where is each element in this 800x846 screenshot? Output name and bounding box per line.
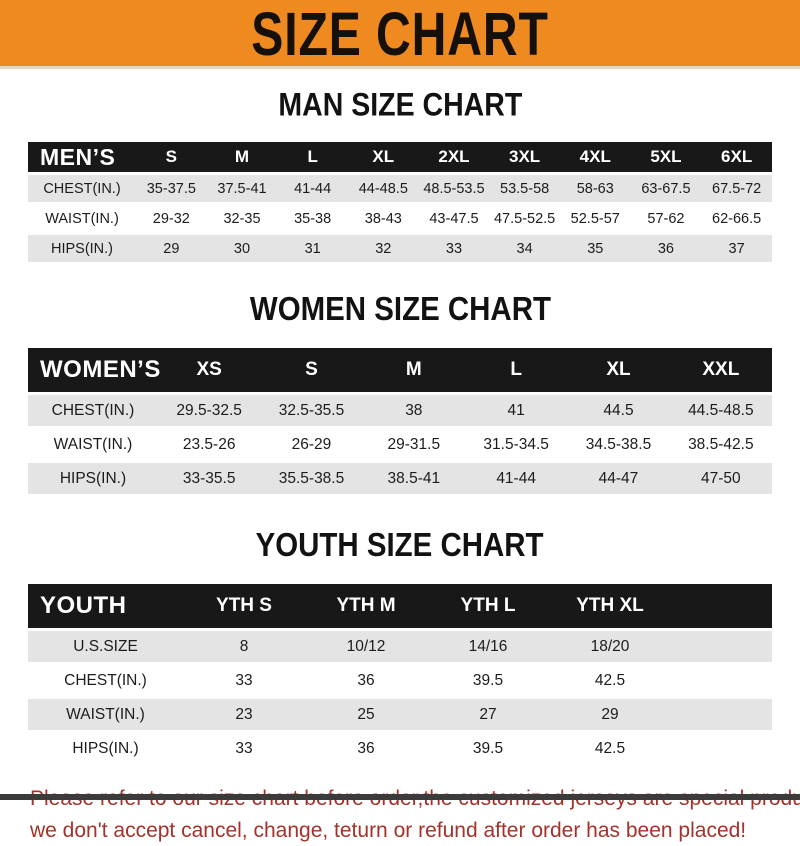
row-label: HIPS(IN.) [28,733,183,764]
men-col-header: 4XL [560,142,631,172]
row-label: CHEST(IN.) [28,665,183,696]
size-chart-banner [0,0,800,69]
size-cell: 35-38 [277,205,348,232]
youth-header-row [28,584,772,628]
size-cell: 37 [701,235,772,262]
size-cell: 10/12 [305,631,427,662]
row-label: U.S.SIZE [28,631,183,662]
women-table-title: WOMEN’S [28,348,158,392]
empty-cell [671,733,772,764]
size-cell: 18/20 [549,631,671,662]
men-col-header: 3XL [489,142,560,172]
size-cell: 33 [183,665,305,696]
row-label: WAIST(IN.) [28,205,136,232]
women-header-row [28,348,772,392]
size-cell: 33-35.5 [158,463,260,494]
size-cell: 32-35 [207,205,278,232]
men-col-header: XL [348,142,419,172]
women-col-header: XXL [670,348,772,392]
size-cell: 57-62 [631,205,702,232]
women-section-heading [0,291,800,327]
women-col-header: XL [567,348,669,392]
women-size-table [28,345,772,497]
size-cell: 35.5-38.5 [260,463,362,494]
youth-row-chest [28,665,772,696]
size-cell: 39.5 [427,665,549,696]
women-row-hips [28,463,772,494]
size-cell: 35 [560,235,631,262]
bottom-edge-bar [0,794,800,800]
size-cell: 32 [348,235,419,262]
women-col-header: XS [158,348,260,392]
men-row-chest [28,175,772,202]
size-cell: 33 [183,733,305,764]
row-label: WAIST(IN.) [28,429,158,460]
youth-section-heading-text: YOUTH SIZE CHART [256,526,544,565]
size-cell: 27 [427,699,549,730]
size-cell: 29.5-32.5 [158,395,260,426]
size-cell: 23 [183,699,305,730]
size-cell: 29-31.5 [363,429,465,460]
size-cell: 29 [549,699,671,730]
size-cell: 14/16 [427,631,549,662]
youth-section-heading [0,527,800,563]
row-label: HIPS(IN.) [28,235,136,262]
size-cell: 38.5-41 [363,463,465,494]
youth-row-ussize [28,631,772,662]
row-label: HIPS(IN.) [28,463,158,494]
youth-size-table [28,581,772,767]
banner-title: SIZE CHART [251,0,549,69]
size-cell: 36 [631,235,702,262]
men-col-header: 6XL [701,142,772,172]
men-row-waist [28,205,772,232]
size-cell: 38-43 [348,205,419,232]
youth-col-header: YTH M [305,584,427,628]
size-cell: 23.5-26 [158,429,260,460]
women-col-header: S [260,348,362,392]
empty-cell [671,699,772,730]
size-cell: 25 [305,699,427,730]
men-col-header: 2XL [419,142,490,172]
men-col-header: 5XL [631,142,702,172]
size-cell: 67.5-72 [701,175,772,202]
size-cell: 44.5 [567,395,669,426]
youth-row-hips [28,733,772,764]
size-cell: 31 [277,235,348,262]
men-header-row [28,142,772,172]
size-cell: 41-44 [277,175,348,202]
women-col-header: L [465,348,567,392]
youth-col-header: YTH XL [549,584,671,628]
women-section-heading-text: WOMEN SIZE CHART [249,290,550,329]
empty-cell [671,631,772,662]
size-cell: 36 [305,665,427,696]
size-cell: 8 [183,631,305,662]
size-cell: 35-37.5 [136,175,207,202]
size-cell: 41-44 [465,463,567,494]
size-cell: 41 [465,395,567,426]
youth-col-header: YTH S [183,584,305,628]
size-cell: 44.5-48.5 [670,395,772,426]
size-cell: 47.5-52.5 [489,205,560,232]
size-cell: 26-29 [260,429,362,460]
size-cell: 62-66.5 [701,205,772,232]
row-label: WAIST(IN.) [28,699,183,730]
order-disclaimer-line2: we don't accept cancel, change, teturn or refund after order has been placed! [30,815,800,846]
size-cell: 48.5-53.5 [419,175,490,202]
men-col-header: S [136,142,207,172]
empty-cell [671,584,772,628]
youth-table-title: YOUTH [28,584,183,628]
size-cell: 47-50 [670,463,772,494]
men-row-hips [28,235,772,262]
size-cell: 29 [136,235,207,262]
men-table-title: MEN’S [28,142,136,172]
size-cell: 43-47.5 [419,205,490,232]
women-row-waist [28,429,772,460]
size-cell: 29-32 [136,205,207,232]
size-cell: 58-63 [560,175,631,202]
size-cell: 31.5-34.5 [465,429,567,460]
youth-col-header: YTH L [427,584,549,628]
size-cell: 42.5 [549,665,671,696]
size-cell: 32.5-35.5 [260,395,362,426]
men-size-table [28,139,772,265]
size-cell: 33 [419,235,490,262]
size-cell: 53.5-58 [489,175,560,202]
size-cell: 38.5-42.5 [670,429,772,460]
men-col-header: M [207,142,278,172]
size-cell: 30 [207,235,278,262]
men-col-header: L [277,142,348,172]
size-cell: 34.5-38.5 [567,429,669,460]
row-label: CHEST(IN.) [28,395,158,426]
size-cell: 39.5 [427,733,549,764]
women-row-chest [28,395,772,426]
size-cell: 44-47 [567,463,669,494]
men-section-heading-text: MAN SIZE CHART [278,88,522,125]
size-cell: 36 [305,733,427,764]
size-cell: 37.5-41 [207,175,278,202]
empty-cell [671,665,772,696]
size-cell: 63-67.5 [631,175,702,202]
women-col-header: M [363,348,465,392]
men-section-heading [0,89,800,123]
size-cell: 38 [363,395,465,426]
youth-row-waist [28,699,772,730]
order-disclaimer [30,783,800,846]
size-cell: 34 [489,235,560,262]
size-cell: 52.5-57 [560,205,631,232]
row-label: CHEST(IN.) [28,175,136,202]
size-cell: 42.5 [549,733,671,764]
size-cell: 44-48.5 [348,175,419,202]
